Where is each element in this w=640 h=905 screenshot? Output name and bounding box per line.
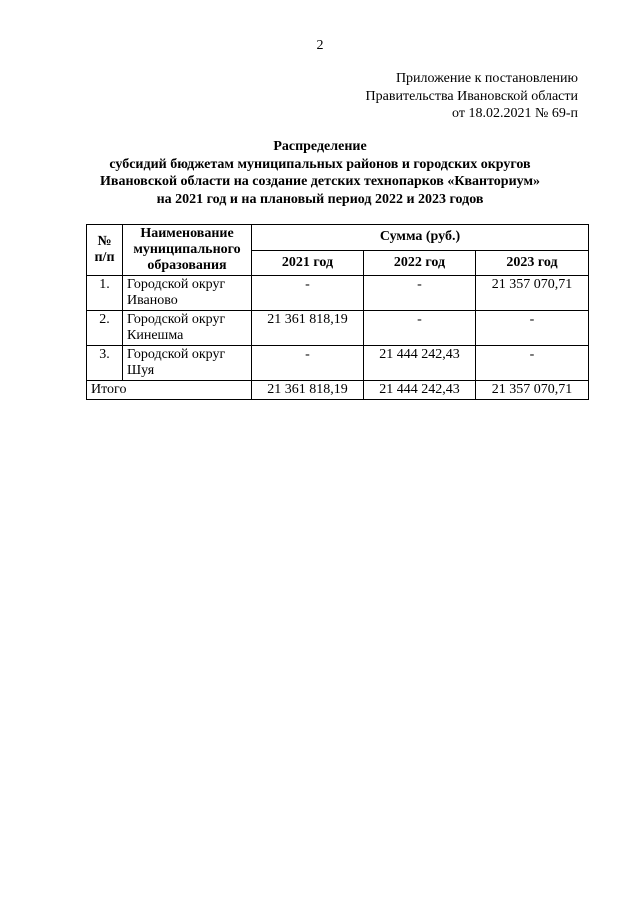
page-number: 2 (316, 38, 324, 53)
appendix-line: Правительства Ивановской области (365, 88, 578, 104)
total-2021: 21 361 818,19 (252, 381, 364, 400)
row-number: 2. (87, 311, 123, 346)
municipality-name: Городской округ Кинешма (123, 311, 252, 346)
column-header-2021: 2021 год (252, 250, 364, 276)
total-2023: 21 357 070,71 (476, 381, 589, 400)
row-number: 3. (87, 346, 123, 381)
total-row (87, 381, 589, 400)
column-header-2023: 2023 год (476, 250, 589, 276)
document-title (0, 138, 640, 208)
amount-2023: - (476, 311, 589, 346)
amount-2023: 21 357 070,71 (476, 276, 589, 311)
amount-2021: - (252, 346, 364, 381)
column-header-sum: Сумма (руб.) (252, 225, 589, 251)
column-header-number: № п/п (87, 225, 123, 276)
total-label: Итого (87, 381, 252, 400)
distribution-table (86, 224, 589, 400)
appendix-line: Приложение к постановлению (395, 71, 578, 86)
table-row (87, 311, 589, 346)
amount-2022: - (364, 276, 476, 311)
total-2022: 21 444 242,43 (364, 381, 476, 400)
title-line: Ивановской области на создание детских технопарков «Кванториум» (100, 174, 540, 189)
amount-2022: 21 444 242,43 (364, 346, 476, 381)
amount-2021: 21 361 818,19 (252, 311, 364, 346)
column-header-2022: 2022 год (364, 250, 476, 276)
municipality-name: Городской округ Шуя (123, 346, 252, 381)
title-line: Распределение (273, 139, 367, 154)
column-header-name: Наименование муниципального образования (123, 225, 252, 276)
table-header-row (87, 225, 589, 251)
appendix-reference (366, 70, 578, 123)
title-line: на 2021 год и на плановый период 2022 и 2023 годов (156, 191, 484, 207)
table-row (87, 276, 589, 311)
amount-2021: - (252, 276, 364, 311)
municipality-name: Городской округ Иваново (123, 276, 252, 311)
amount-2022: - (364, 311, 476, 346)
table-row (87, 346, 589, 381)
title-line: субсидий бюджетам муниципальных районов и городских округов (109, 156, 531, 172)
appendix-date-number: от 18.02.2021 № 69-п (452, 106, 578, 121)
row-number: 1. (87, 276, 123, 311)
amount-2023: - (476, 346, 589, 381)
